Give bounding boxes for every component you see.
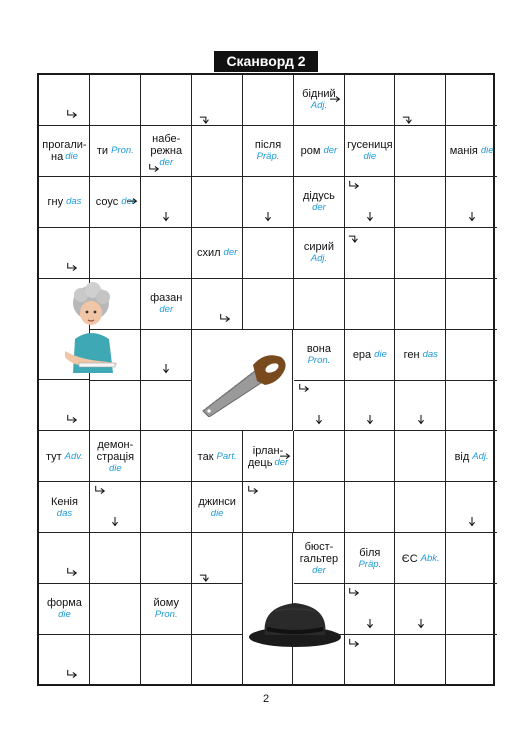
clue-word: тут: [45, 450, 62, 463]
clue-biust: [294, 533, 345, 584]
arrow-right-icon: [126, 196, 140, 208]
clue-proha: [39, 126, 90, 177]
grid-cell[interactable]: [395, 635, 446, 686]
clue-grammar: die: [108, 462, 122, 474]
clue-grammar: die: [363, 151, 377, 163]
grid-cell[interactable]: [395, 126, 446, 177]
grid-cell[interactable]: [141, 482, 192, 533]
clue-word: прогали-: [42, 139, 87, 152]
clue-ies: [395, 533, 446, 584]
grid-cell[interactable]: [243, 228, 294, 279]
clue-skhyl: [192, 228, 243, 279]
grid-cell[interactable]: [243, 75, 294, 126]
hand-saw-illustration: [195, 341, 291, 417]
arrow-down-icon: [261, 212, 275, 224]
arrow-down-icon: [159, 364, 173, 376]
clue-grammar: der: [223, 247, 238, 259]
clue-grammar: Adj.: [472, 450, 489, 462]
clue-didus: [294, 177, 345, 228]
clue-grammar: die: [210, 507, 224, 519]
arrow-down-icon: [363, 619, 377, 631]
arrow-right-down-icon: [297, 383, 311, 395]
grid-cell[interactable]: [141, 380, 192, 431]
clue-word: гусениця: [347, 139, 393, 152]
clue-grammar: die: [374, 348, 387, 360]
arrow-right-down-icon: [65, 262, 79, 274]
grid-cell[interactable]: [294, 482, 345, 533]
clue-grammar: der: [159, 157, 174, 169]
clue-word: так: [197, 450, 214, 463]
grid-cell[interactable]: [344, 482, 395, 533]
arrow-right-down-icon: [93, 485, 107, 497]
grid-cell[interactable]: [90, 228, 141, 279]
clue-line: [51, 151, 78, 163]
grid-cell[interactable]: [141, 431, 192, 482]
grid-cell[interactable]: [243, 279, 294, 330]
clue-word: джинси: [198, 495, 236, 508]
grid-cell[interactable]: [90, 584, 141, 635]
clue-word: йому: [153, 597, 179, 610]
clue-word: сирий: [303, 241, 334, 254]
clue-ty: [90, 126, 141, 177]
clue-grammar: Adv.: [64, 450, 83, 462]
arrow-right-down-icon: [218, 313, 232, 325]
clue-iomu: [141, 584, 192, 635]
clue-dzhynsy: [192, 482, 243, 533]
arrow-right-down-icon: [65, 567, 79, 579]
clue-word: ера: [352, 348, 372, 361]
clue-maniia: [446, 126, 497, 177]
clue-grammar: Präp.: [256, 151, 280, 163]
grid-cell[interactable]: [192, 177, 243, 228]
crossword-title: Сканворд 2: [214, 51, 318, 72]
arrow-right-down-icon: [246, 485, 260, 497]
clue-grammar: das: [56, 507, 73, 519]
clue-word: соус: [95, 196, 119, 209]
clue-word: вона: [306, 342, 331, 355]
clue-keniia: [39, 482, 90, 533]
grid-cell[interactable]: [446, 330, 497, 381]
clue-vid: [446, 431, 497, 482]
arrow-right-down-icon: [347, 180, 361, 192]
clue-word: ген: [403, 348, 420, 361]
arrow-right-icon: [279, 451, 293, 463]
clue-grammar: der: [312, 202, 326, 214]
grid-cell[interactable]: [344, 279, 395, 330]
grid-cell[interactable]: [344, 75, 395, 126]
grid-cell[interactable]: [446, 584, 497, 635]
clue-hen: [395, 330, 446, 381]
clue-grammar: Adj.: [310, 100, 328, 112]
arrow-down-right-icon: [198, 570, 212, 582]
crossword-grid: [37, 73, 495, 686]
clue-grammar: Abk.: [420, 552, 440, 564]
clue-grammar: der: [312, 564, 326, 576]
clue-grammar: der: [274, 456, 289, 468]
arrow-down-icon: [465, 212, 479, 224]
grid-cell[interactable]: [90, 380, 141, 431]
clue-word: набе- режна: [150, 133, 183, 158]
arrow-down-icon: [159, 212, 173, 224]
arrow-down-icon: [108, 517, 122, 529]
grid-cell[interactable]: [90, 635, 141, 686]
grid-cell[interactable]: [446, 279, 497, 330]
clue-word: ЄС: [401, 552, 418, 565]
arrow-down-icon: [312, 415, 326, 427]
clue-word: Кенія: [50, 495, 78, 508]
arrow-right-down-icon: [147, 163, 161, 175]
arrow-right-down-icon: [347, 638, 361, 650]
grid-cell[interactable]: [446, 635, 497, 686]
clue-hnu: [39, 177, 90, 228]
clue-grammar: das: [66, 196, 82, 208]
clue-grammar: Part.: [216, 450, 237, 462]
grid-cell[interactable]: [141, 635, 192, 686]
clue-tut: [39, 431, 90, 482]
clue-rom: [294, 126, 345, 177]
clue-word-line: на: [51, 151, 64, 164]
clue-word: фазан: [150, 292, 183, 305]
grid-cell[interactable]: [192, 635, 243, 686]
clue-word: бідний: [302, 88, 336, 101]
arrow-down-icon: [414, 415, 428, 427]
grid-cell[interactable]: [395, 482, 446, 533]
clue-era: [344, 330, 395, 381]
clue-word: після: [254, 139, 282, 152]
clue-grammar: Adj.: [310, 253, 328, 265]
grid-cell[interactable]: [395, 279, 446, 330]
black-hat-illustration: [245, 593, 345, 651]
clue-word: дідусь: [303, 190, 335, 203]
clue-tak: [192, 431, 243, 482]
page-number: 2: [262, 693, 270, 705]
arrow-right-down-icon: [65, 414, 79, 426]
clue-grammar: die: [58, 609, 71, 621]
grid-cell[interactable]: [395, 431, 446, 482]
clue-word: ти: [96, 145, 109, 158]
arrow-right-down-icon: [65, 109, 79, 121]
grid-cell[interactable]: [294, 279, 345, 330]
clue-grammar: das: [422, 348, 438, 360]
grid-cell[interactable]: [192, 126, 243, 177]
clue-forma: [39, 584, 90, 635]
clue-syryi: [294, 228, 345, 279]
clue-word: манія: [449, 145, 478, 158]
clue-grammar: Pron.: [307, 354, 331, 366]
clue-fazan: [141, 279, 192, 330]
clue-grammar: Pron.: [154, 609, 178, 621]
grid-cell[interactable]: [141, 228, 192, 279]
clue-word: бюст- гальтер: [299, 540, 339, 565]
grid-cell[interactable]: [446, 75, 497, 126]
arrow-down-right-icon: [347, 231, 361, 243]
clue-word: демон- страція: [96, 438, 135, 463]
clue-word-line: дець: [247, 456, 273, 469]
clue-grammar: die: [480, 145, 494, 157]
clue-vona: [294, 330, 345, 381]
clue-grammar: der: [323, 145, 338, 157]
clue-bilia: [344, 533, 395, 584]
clue-word: ірлан-: [252, 444, 284, 457]
clue-word: форма: [46, 597, 82, 610]
clue-pislia: [243, 126, 294, 177]
clue-grammar: Präp.: [358, 558, 382, 570]
clue-grammar: Pron.: [111, 145, 134, 157]
grid-cell[interactable]: [141, 75, 192, 126]
grid-cell[interactable]: [344, 431, 395, 482]
grid-cell[interactable]: [446, 380, 497, 431]
clue-demo: [90, 431, 141, 482]
grid-cell[interactable]: [90, 75, 141, 126]
arrow-down-right-icon: [401, 112, 415, 124]
grid-cell[interactable]: [446, 228, 497, 279]
grandmother-illustration: [59, 281, 123, 373]
grid-cell[interactable]: [192, 584, 243, 635]
arrow-down-icon: [465, 517, 479, 529]
grid-cell[interactable]: [141, 533, 192, 584]
clue-grammar: der: [121, 196, 135, 208]
arrow-right-down-icon: [65, 669, 79, 681]
clue-word: схил: [196, 247, 221, 260]
arrow-right-down-icon: [347, 587, 361, 599]
arrow-down-icon: [363, 212, 377, 224]
grid-cell[interactable]: [90, 533, 141, 584]
clue-grammar: die: [65, 151, 78, 163]
clue-word: біля: [359, 546, 381, 559]
arrow-down-right-icon: [198, 112, 212, 124]
clue-grammar: der: [159, 304, 174, 316]
arrow-down-icon: [414, 619, 428, 631]
clue-husen: [344, 126, 395, 177]
grid-cell[interactable]: [446, 533, 497, 584]
grid-cell[interactable]: [395, 177, 446, 228]
clue-word: від: [454, 450, 470, 463]
grid-cell[interactable]: [294, 431, 345, 482]
clue-word: гну: [47, 196, 64, 209]
arrow-right-icon: [329, 94, 343, 106]
arrow-down-icon: [363, 415, 377, 427]
grid-cell[interactable]: [395, 228, 446, 279]
clue-word: ром: [300, 145, 321, 158]
